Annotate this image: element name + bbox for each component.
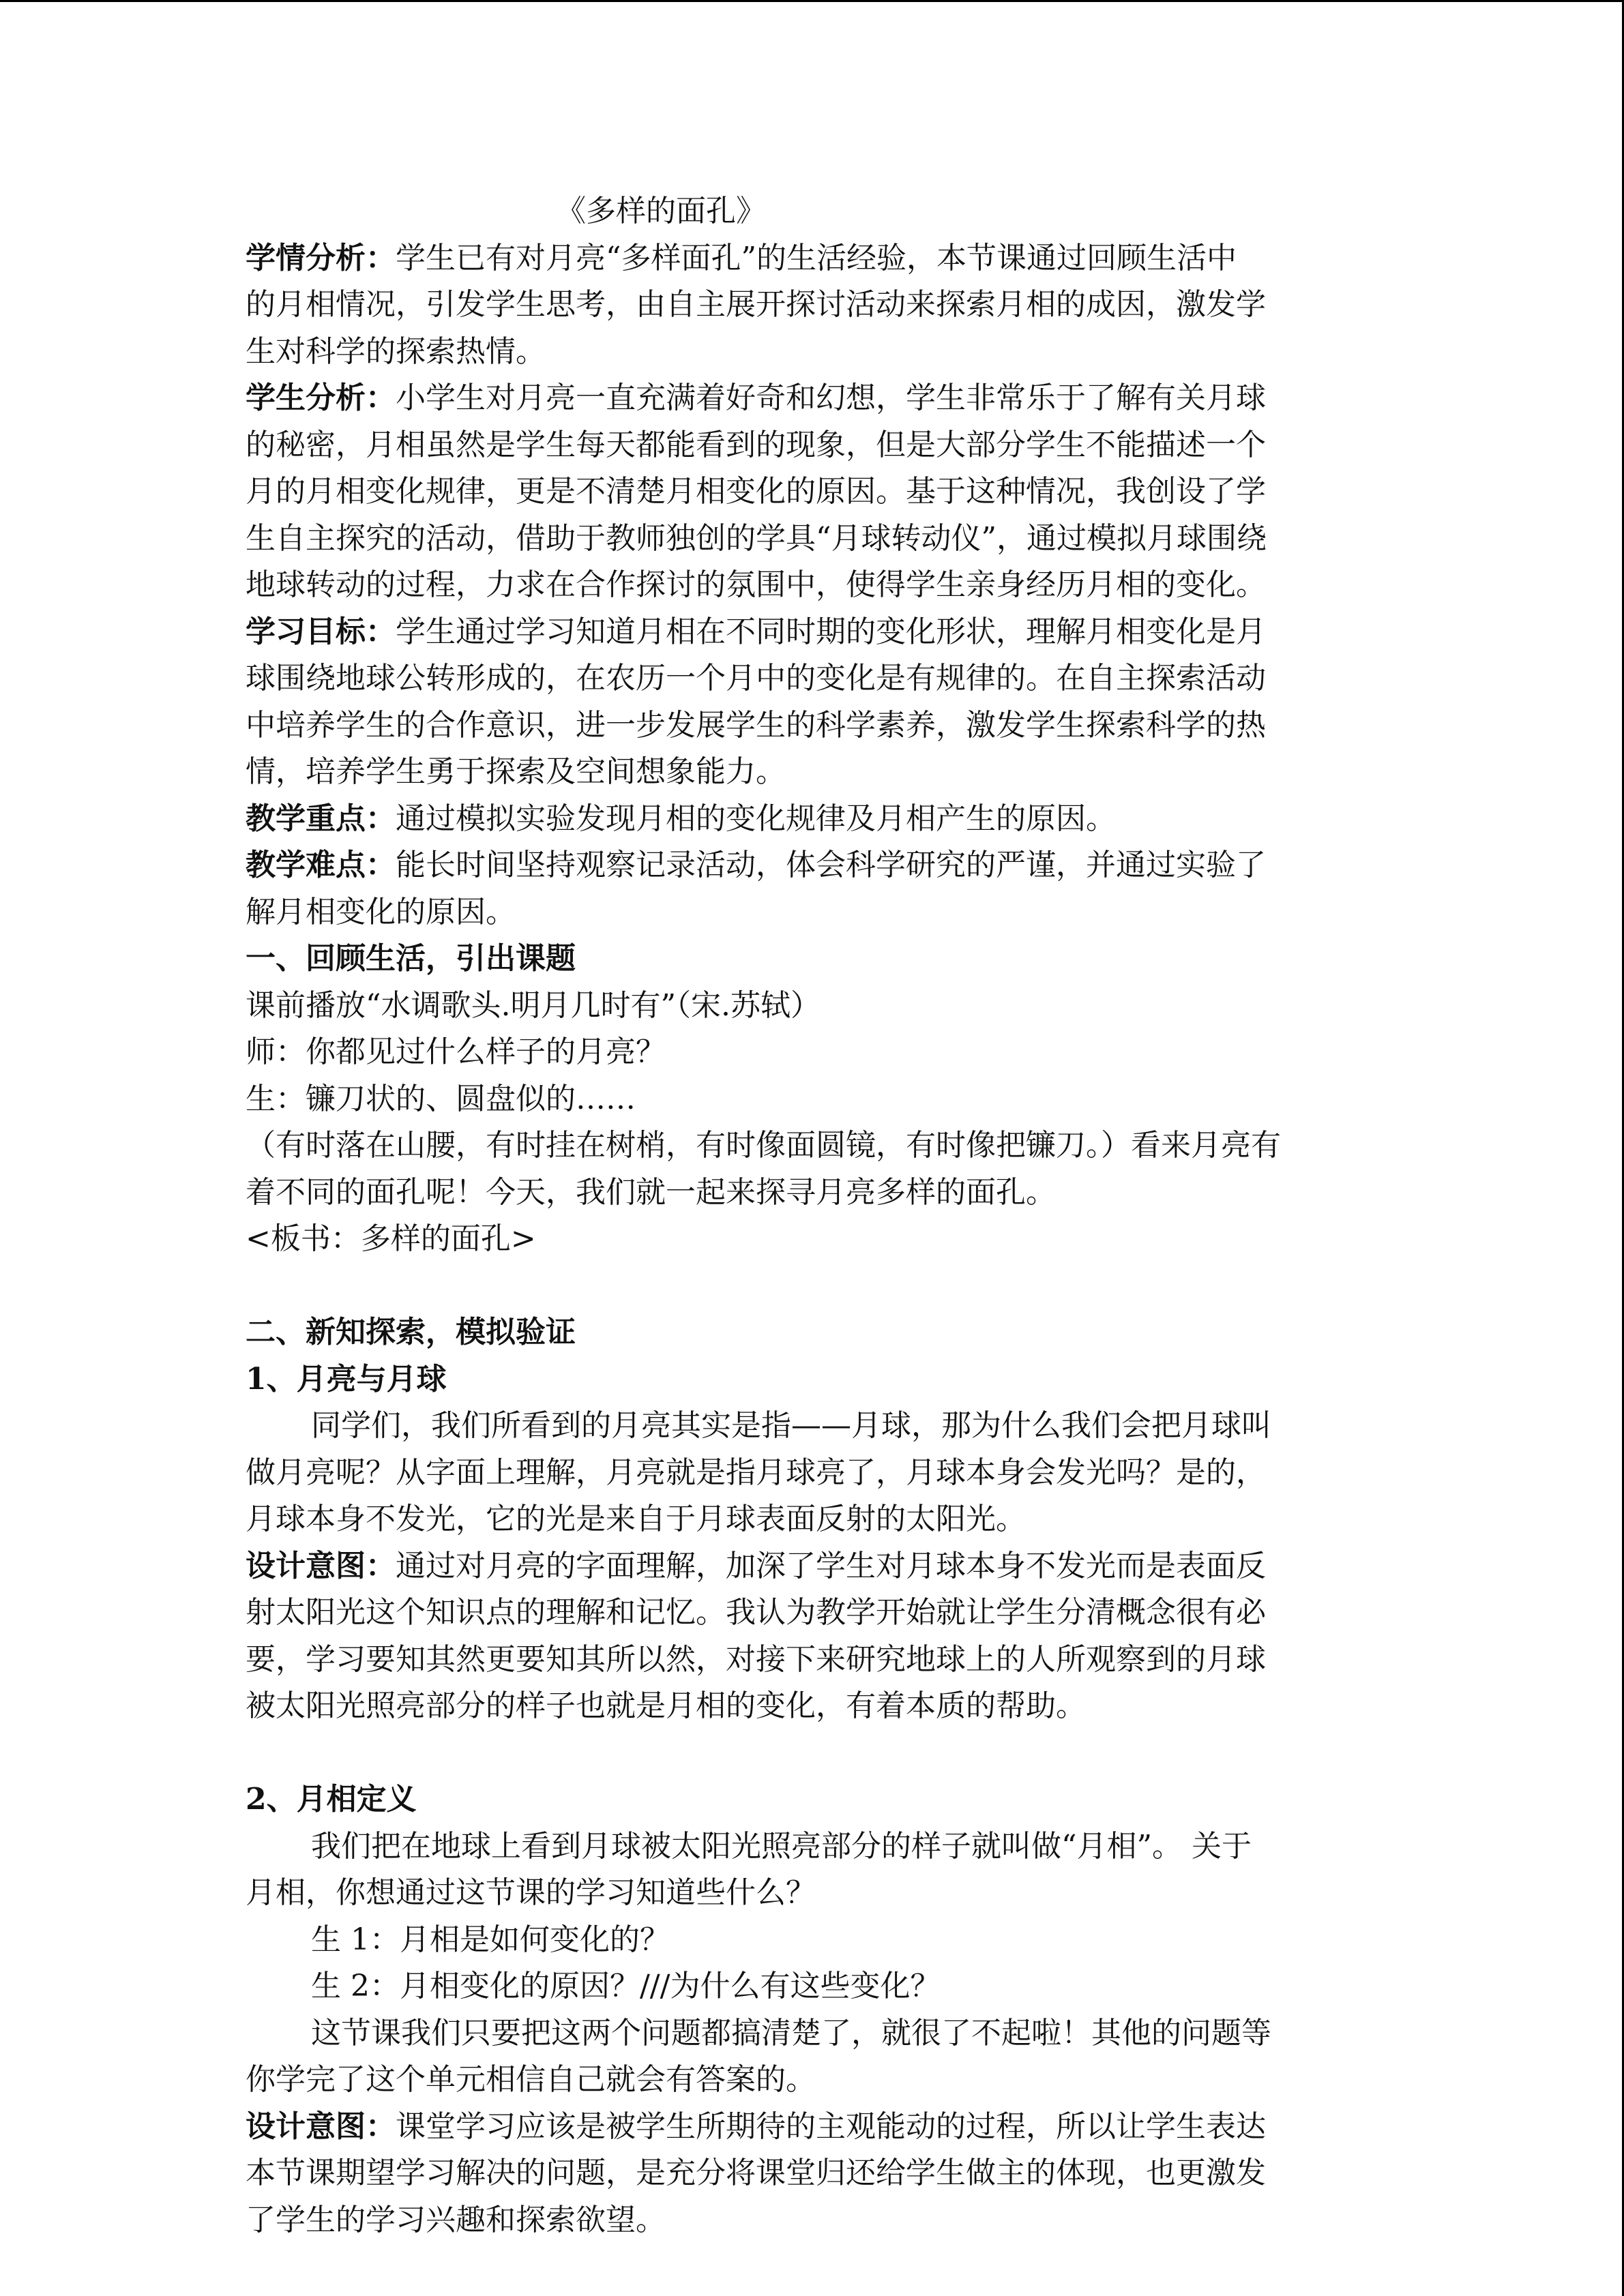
focus-paragraph <box>246 796 1385 843</box>
focus-label: 教学重点： <box>246 801 396 836</box>
goals-label: 学习目标： <box>246 614 396 649</box>
sub1-design-line: 射太阳光这个知识点的理解和记忆。我认为教学开始就让学生分清概念很有必 <box>246 1595 1266 1630</box>
document-title: 《多样的面孔》 <box>556 194 766 228</box>
section1-line: 课前播放“水调歌头.明月几时有”（宋.苏轼） <box>246 987 821 1023</box>
section1-line: 着不同的面孔呢！今天，我们就一起来探寻月亮多样的面孔。 <box>246 1174 1056 1210</box>
analysis-line: 生对科学的探索热情。 <box>246 333 546 369</box>
sub1-design-line: 通过对月亮的字面理解，加深了学生对月球本身不发光而是表面反 <box>396 1548 1266 1583</box>
sub1-line: 同学们，我们所看到的月亮其实是指——月球，那为什么我们会把月球叫 <box>311 1408 1271 1443</box>
goals-line: 学生通过学习知道月相在不同时期的变化形状，理解月相变化是月 <box>396 614 1266 649</box>
student-line: 小学生对月亮一直充满着好奇和幻想，学生非常乐于了解有关月球 <box>396 381 1266 415</box>
sub1-line: 月球本身不发光，它的光是来自于月球表面反射的太阳光。 <box>246 1502 1026 1536</box>
document-body <box>246 188 1385 2243</box>
sub2-design-paragraph <box>246 2104 1385 2151</box>
student-line: 地球转动的过程，力求在合作探讨的氛围中，使得学生亲身经历月相的变化。 <box>246 567 1266 602</box>
focus-text: 通过模拟实验发现月相的变化规律及月相产生的原因。 <box>396 801 1116 836</box>
sub2-line: 生 2：月相变化的原因？///为什么有这些变化？ <box>311 1969 941 2003</box>
sub2-line: 这节课我们只要把这两个问题都搞清楚了，就很了不起啦！其他的问题等 <box>311 2015 1271 2051</box>
sub2-design-line: 本节课期望学习解决的问题，是充分将课堂归还给学生做主的体现，也更激发 <box>246 2156 1266 2190</box>
sub2-line: 你学完了这个单元相信自己就会有答案的。 <box>246 2062 816 2097</box>
blackboard-note: <板书：多样的面孔> <box>246 1221 536 1256</box>
goals-line: 中培养学生的合作意识，进一步发展学生的科学素养，激发学生探索科学的热 <box>246 707 1266 743</box>
goals-paragraph <box>246 609 1385 656</box>
sub2-line: 月相，你想通过这节课的学习知道些什么？ <box>246 1875 816 1910</box>
sub2-line: 生 1：月相是如何变化的？ <box>311 1922 670 1957</box>
analysis-label: 学情分析： <box>246 240 396 275</box>
sub1-design-label: 设计意图： <box>246 1548 396 1583</box>
difficulty-paragraph <box>246 842 1385 889</box>
sub1-heading: 1、月亮与月球 <box>246 1361 447 1397</box>
student-label: 学生分析： <box>246 381 396 415</box>
goals-line: 情，培养学生勇于探索及空间想象能力。 <box>246 754 786 789</box>
student-paragraph <box>246 375 1385 422</box>
section2-heading: 二、新知探索，模拟验证 <box>246 1315 576 1350</box>
goals-line: 球围绕地球公转形成的，在农历一个月中的变化是有规律的。在自主探索活动 <box>246 661 1266 696</box>
analysis-line: 的月相情况，引发学生思考，由自主展开探讨活动来探索月相的成因，激发学 <box>246 287 1266 322</box>
analysis-paragraph <box>246 235 1385 282</box>
student-line: 的秘密，月相虽然是学生每天都能看到的现象，但是大部分学生不能描述一个 <box>246 427 1266 462</box>
sub2-line: 我们把在地球上看到月球被太阳光照亮部分的样子就叫做“月相”。 关于 <box>311 1828 1252 1864</box>
difficulty-line: 能长时间坚持观察记录活动，体会科学研究的严谨，并通过实验了 <box>396 848 1266 882</box>
sub1-line: 做月亮呢？从字面上理解，月亮就是指月球亮了，月球本身会发光吗？是的， <box>246 1455 1266 1490</box>
blank-line <box>246 1730 1385 1777</box>
blank-line <box>246 1263 1385 1310</box>
sub1-design-line: 被太阳光照亮部分的样子也就是月相的变化，有着本质的帮助。 <box>246 1688 1086 1723</box>
student-line: 生自主探究的活动，借助于教师独创的学具“月球转动仪”，通过模拟月球围绕 <box>246 520 1267 556</box>
sub1-design-paragraph <box>246 1543 1385 1590</box>
difficulty-line: 解月相变化的原因。 <box>246 894 516 929</box>
section1-heading: 一、回顾生活，引出课题 <box>246 941 576 976</box>
sub1-design-line: 要，学习要知其然更要知其所以然，对接下来研究地球上的人所观察到的月球 <box>246 1641 1266 1677</box>
sub2-design-label: 设计意图： <box>246 2108 396 2144</box>
section1-line: 师：你都见过什么样子的月亮？ <box>246 1034 666 1069</box>
analysis-line: 学生已有对月亮“多样面孔”的生活经验，本节课通过回顾生活中 <box>396 240 1237 275</box>
section1-line: 生：镰刀状的、圆盘似的…… <box>246 1081 636 1116</box>
difficulty-label: 教学难点： <box>246 848 396 882</box>
sub2-design-line: 了学生的学习兴趣和探索欲望。 <box>246 2202 666 2237</box>
student-line: 月的月相变化规律，更是不清楚月相变化的原因。基于这种情况，我创设了学 <box>246 474 1266 509</box>
sub2-design-line: 课堂学习应该是被学生所期待的主观能动的过程，所以让学生表达 <box>396 2108 1266 2144</box>
sub2-heading: 2、月相定义 <box>246 1782 417 1817</box>
section1-line: （有时落在山腰，有时挂在树梢，有时像面圆镜，有时像把镰刀。）看来月亮有 <box>246 1128 1281 1163</box>
page-top-border <box>0 0 1624 2</box>
